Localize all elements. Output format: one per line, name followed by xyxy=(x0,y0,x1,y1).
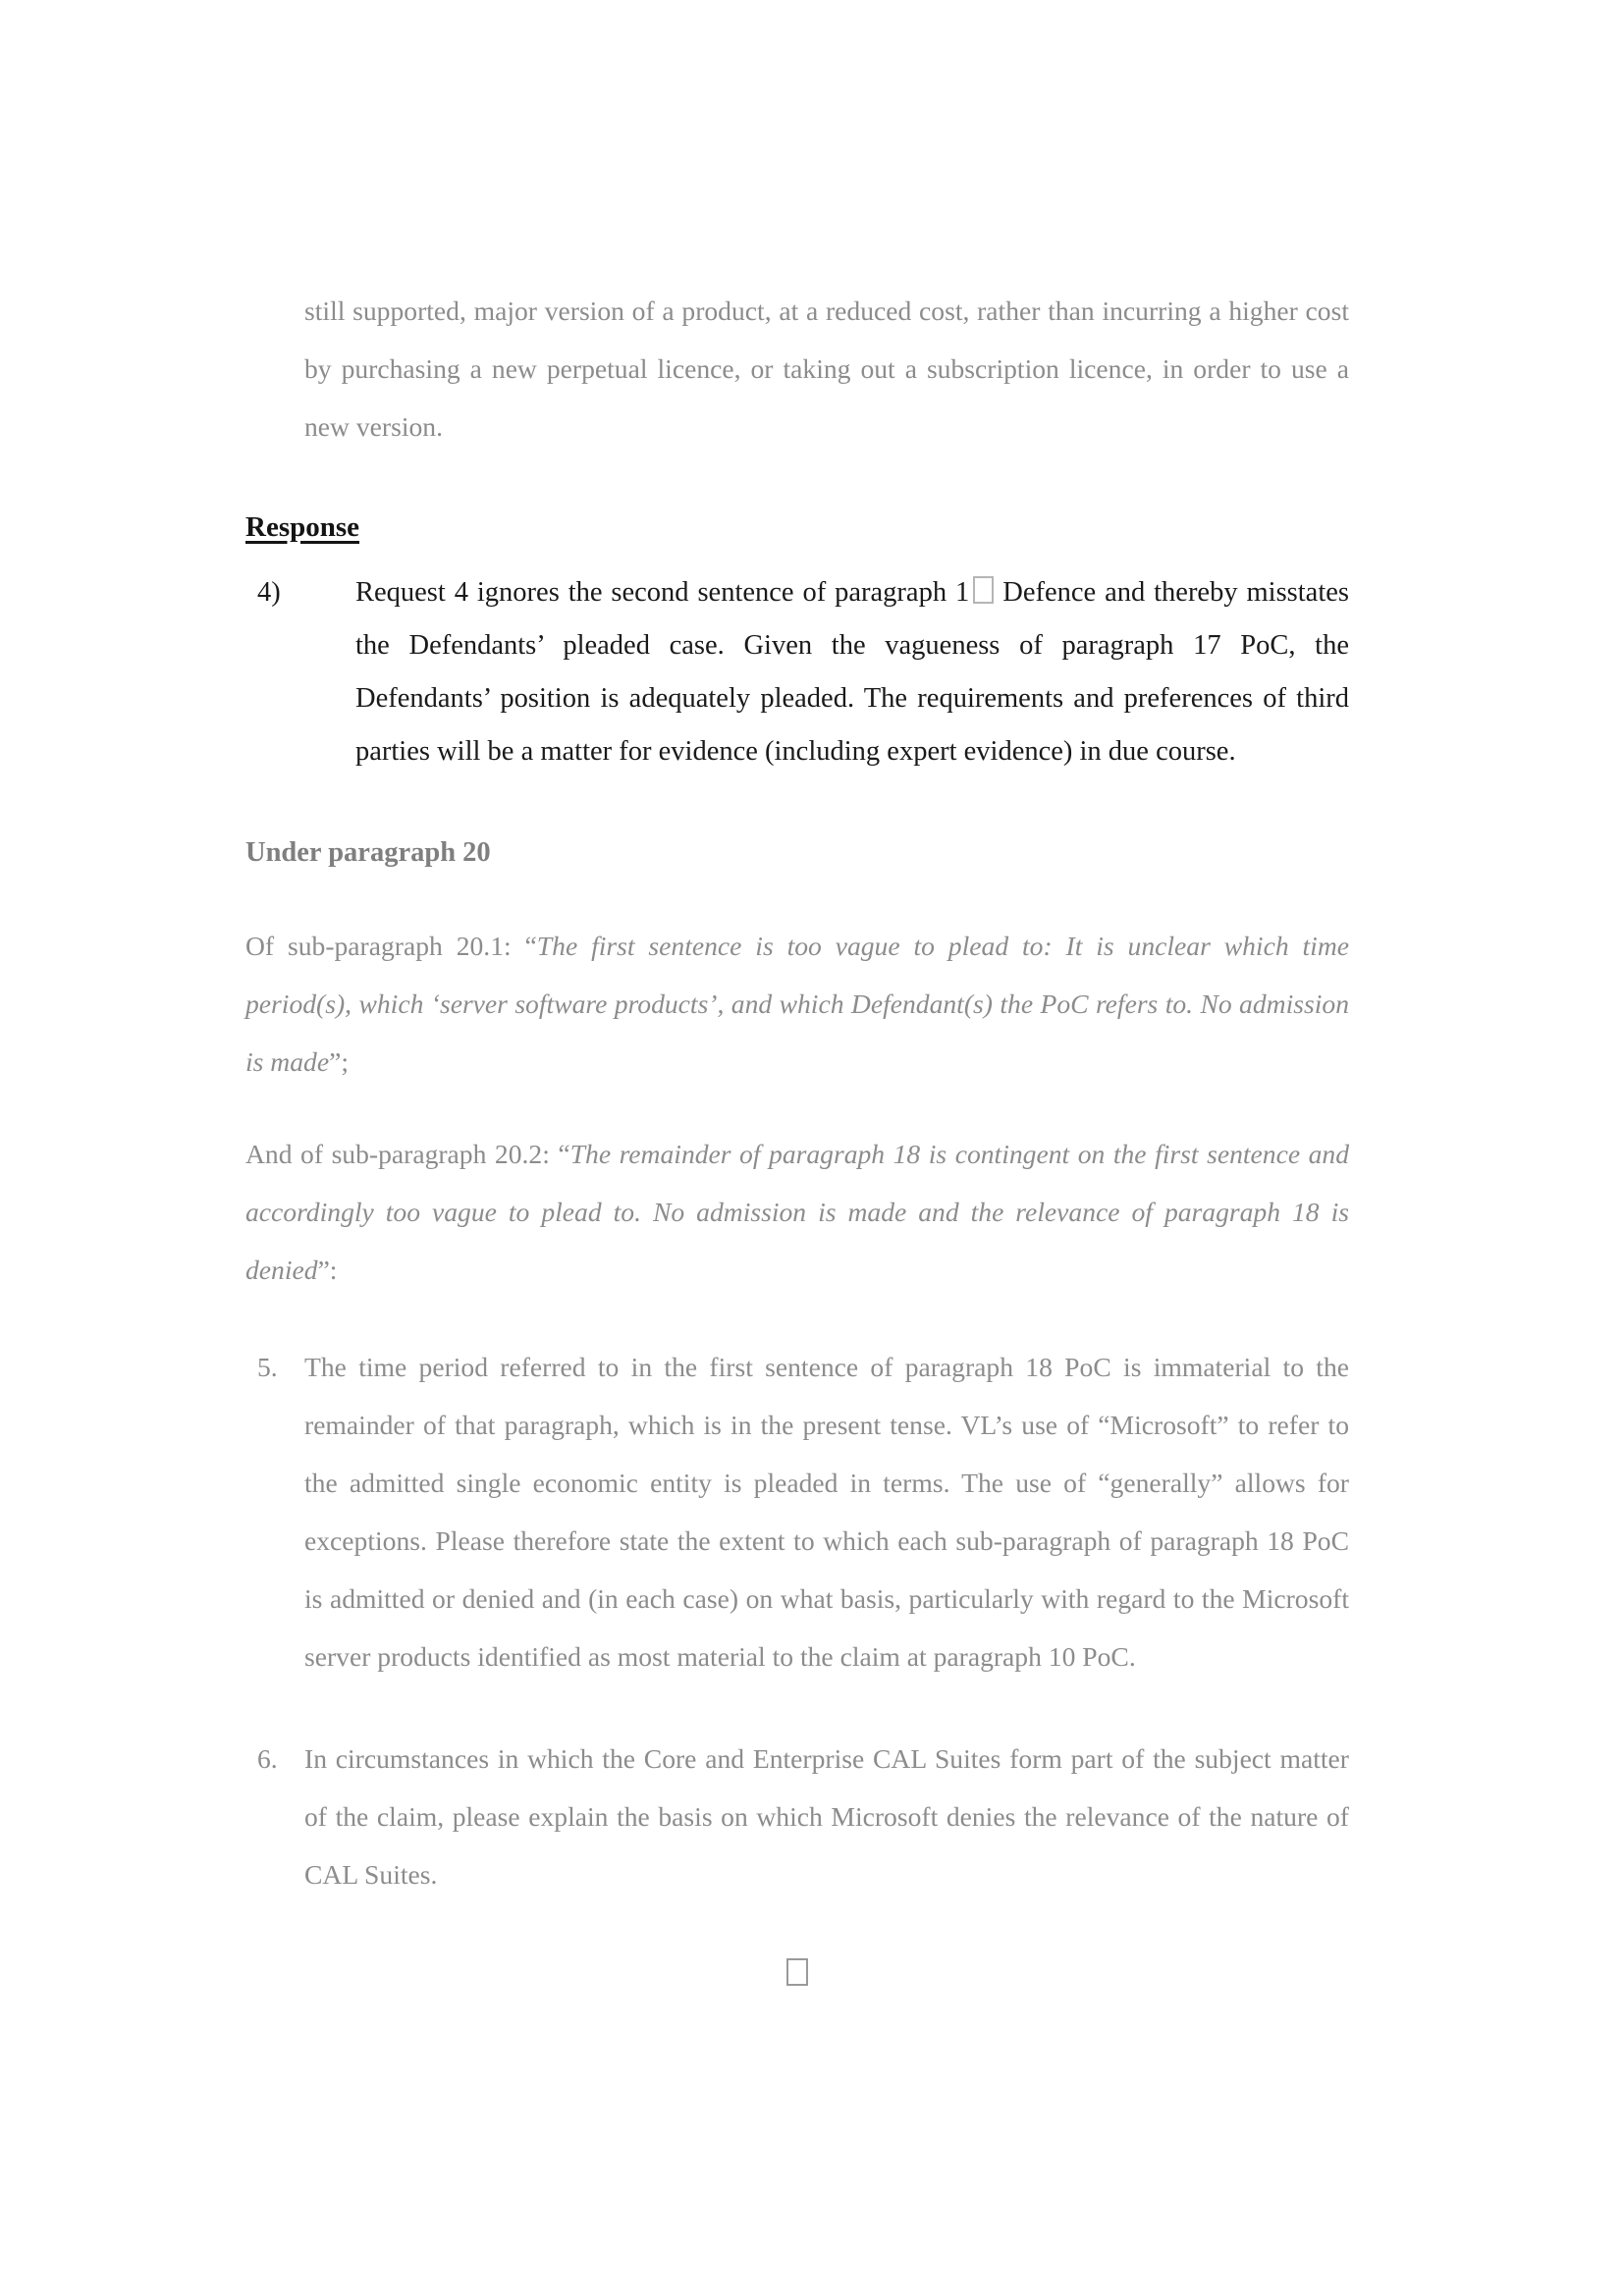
request-item-6 xyxy=(245,1730,1349,1903)
request-item-5 xyxy=(245,1338,1349,1685)
sub-paragraph-20-1-tail: ”; xyxy=(329,1046,349,1077)
sub-paragraph-20-2-quoted-text: The remainder of paragraph 18 is contingent on the first sentence and accordingly too vague to plead to. No admission is made and the relevance of paragraph 18 is denied xyxy=(245,1139,1349,1285)
quote-continuation-paragraph: still supported, major version of a product, at a reduced cost, rather than incurring a higher cost by purchasing a new perpetual licence, or taking out a subscription licence, in order to use a new version. xyxy=(304,295,1349,442)
item-text: The time period referred to in the first sentence of paragraph 18 PoC is immaterial to the remainder of that paragraph, which is in the present tense. VL’s use of “Microsoft” to refer to the admitted single economic entity is pleaded in terms. The use of “generally” allows for exceptions. Please therefore state the extent to which each sub-paragraph of paragraph 18 PoC is admitted or denied and (in each case) on what basis, particularly with regard to the Microsoft server products identified as most material to the claim at paragraph 10 PoC. xyxy=(304,1352,1349,1672)
sub-paragraph-20-2-lead: And of sub-paragraph 20.2: “ xyxy=(245,1139,570,1169)
page-footer xyxy=(245,1958,1349,1992)
item-text-before-box: Request 4 ignores the second sentence of paragraph 1 xyxy=(355,577,970,608)
item-number: 6. xyxy=(257,1743,278,1774)
sub-paragraph-20-2-quote xyxy=(245,1125,1349,1299)
item-text: In circumstances in which the Core and Enterprise CAL Suites form part of the subject matter of the claim, please explain the basis on which Microsoft denies the relevance of the nature of CAL Suites. xyxy=(304,1743,1349,1890)
item-number: 5. xyxy=(257,1352,278,1382)
sub-paragraph-20-1-lead: Of sub-paragraph 20.1: “ xyxy=(245,931,537,961)
response-item-4 xyxy=(245,566,1349,778)
sub-paragraph-20-1-quote xyxy=(245,917,1349,1091)
item-text-after-box: Defence and thereby misstates the Defendants’ pleaded case. Given the vagueness of paragraph 17 PoC, the Defendants’ position is adequately pleaded. The requirements and preferences of third parties will be a matter for evidence (including expert evidence) in due course. xyxy=(355,577,1349,767)
item-text xyxy=(355,566,1349,778)
page-number-placeholder-box xyxy=(786,1958,808,1986)
sub-paragraph-20-2-tail: ”: xyxy=(317,1255,338,1285)
under-paragraph-20-heading: Under paragraph 20 xyxy=(245,837,491,868)
response-heading-text: Response xyxy=(245,511,360,543)
sub-paragraph-20-1-quoted-text: The first sentence is too vague to plead to: It is unclear which time period(s), which ‘server software products’, and which Defendant(s) the PoC refers to. No admission is made xyxy=(245,931,1350,1077)
missing-glyph-box xyxy=(973,576,994,604)
response-heading xyxy=(245,499,1349,557)
page-content xyxy=(245,282,1349,1992)
item-number: 4) xyxy=(257,577,281,608)
